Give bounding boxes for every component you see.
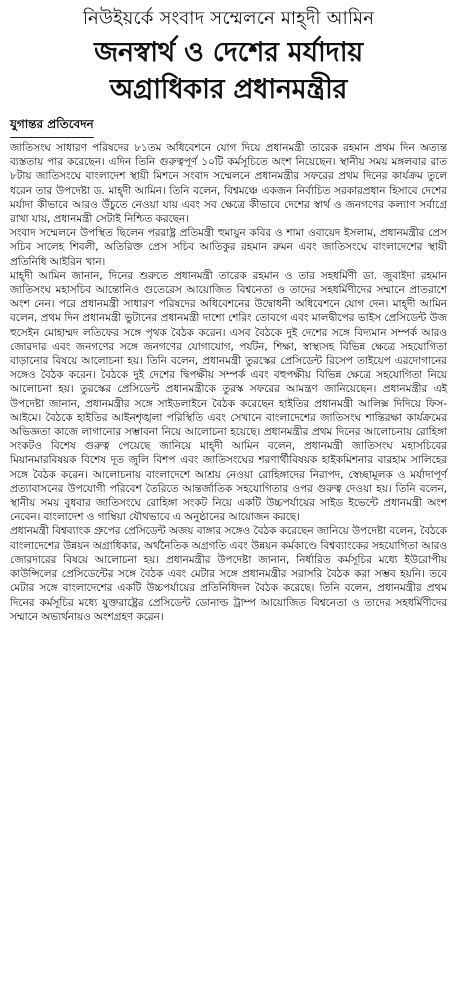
article-body — [10, 141, 447, 624]
paragraph: জাতিসংঘ সাধারণ পরিষদের ৮১তম অধিবেশনে যোগ দিয়ে প্রধানমন্ত্রী তারেক রহমান প্রথম দিন অত্যন্ত ব্যস্ততায় পার করেছেন। এদিন তিনি গুরুত্বপূর্ণ ১০টি কর্মসূচিতে অংশ নিয়েছেন। স্থানীয় সময় মঙ্গলবার রাত ৮টায় জাতিসংঘে বাংলাদেশ স্থায়ী মিশনে সংবাদ সম্মেলনে প্রধানমন্ত্রীর সফরের প্রথম দিনের কার্যক্রম তুলে ধরেন তার উপদেষ্টা ড. মাহ্‌দী আমিন। তিনি বলেন, বিশ্বমঞ্চে একজন নির্বাচিত সরকারপ্রধান হিসাবে দেশের মর্যাদা কীভাবে আরও উঁচুতে নেওয়া যায় এবং সব ক্ষেত্রে কীভাবে দেশের স্বার্থ ও জনগণের কল্যাণ সর্বাগ্রে রাখা যায়, প্রধানমন্ত্রী সেটাই নিশ্চিত করছেন। — [10, 142, 447, 226]
paragraph: মাহ্‌দী আমিন জানান, দিনের শুরুতে প্রধানমন্ত্রী তারেক রহমান ও তার সহধর্মিণী ডা. জুবাইদা রহমান জাতিসংঘ মহাসচিব আন্তোনিও গুতেরেস আয়োজিত বিশ্বনেতা ও তাদের সহধর্মিণীদের সম্মানে প্রাতরাশে অংশ নেন। পরে প্রধানমন্ত্রী সাধারণ পরিষদের অধিবেশনের উদ্বোধনী অধিবেশনে যোগ দেন। মাহ্‌দী আমিন বলেন, প্রথম দিন প্রধানমন্ত্রী ভুটানের প্রধানমন্ত্রী দাশো শেরিং তোবগে এবং মালদ্বীপের ভাইস প্রেসিডেন্ট উজ হুসেইন মোহাম্মদ লতিফের সঙ্গে পৃথক বৈঠক করেন। এসব বৈঠকে দুই দেশের সঙ্গে বিদ্যমান সম্পর্ক আরও জোরদার এবং জনগণের সঙ্গে জনগণের যোগাযোগ, পর্যটন, শিক্ষা, স্বাস্থ্যসহ বিভিন্ন ক্ষেত্রে সহযোগিতা বাড়ানোর বিষয়ে আলোচনা হয়। তিনি বলেন, প্রধানমন্ত্রী তুরস্কের প্রেসিডেন্ট রিসেপ তাইয়েপ এরদোগানের সঙ্গেও বৈঠক করেন। বৈঠকে দুই দেশের দ্বিপক্ষীয় সম্পর্ক এবং বহুপক্ষীয় বিভিন্ন ক্ষেত্রে সহযোগিতা নিয়ে আলোচনা হয়। তুরস্কের প্রেসিডেন্ট প্রধানমন্ত্রীকে তুরস্ক সফরের আমন্ত্রণ জানিয়েছেন। প্রধানমন্ত্রীর এই উপদেষ্টা জানান, প্রধানমন্ত্রীর সঙ্গে সাইডলাইনে বৈঠক করেছেন হাইতির প্রধানমন্ত্রী আলিক্স দিদিয়ে ফিস-আইমে। বৈঠকে হাইতির আইনশৃঙ্খলা পরিস্থিতি এবং সেখানে বাংলাদেশের জাতিসংঘ শান্তিরক্ষা কার্যক্রমের অভিজ্ঞতা কাজে লাগানোর সম্ভাবনা নিয়ে আলোচনা হয়েছে। প্রধানমন্ত্রীর প্রথম দিনের আলোচনায় রোহিঙ্গা সংকটও বিশেষ গুরুত্ব পেয়েছে জানিয়ে মাহ্‌দী আমিন বলেন, প্রধানমন্ত্রী জাতিসংঘ মহাসচিবের মিয়ানমারবিষয়ক বিশেষ দূত জুলি বিশপ এবং জাতিসংঘের শরণার্থীবিষয়ক হাইকমিশনার বারহাম সালিহের সঙ্গে বৈঠক করেন। আলোচনায় বাংলাদেশে আশ্রয় নেওয়া রোহিঙ্গাদের নিরাপদ, স্বেচ্ছামূলক ও মর্যাদাপূর্ণ প্রত্যাবাসনের উপযোগী পরিবেশ তৈরিতে আন্তর্জাতিক সহযোগিতার ওপর গুরুত্ব দেওয়া হয়। তিনি বলেন, স্থানীয় সময় বুধবার জাতিসংঘে রোহিঙ্গা সংকট নিয়ে একটি উচ্চপর্যায়ের সাইড ইভেন্টে প্রধানমন্ত্রী অংশ নেবেন। বাংলাদেশ ও গাম্বিয়া যৌথভাবে এ অনুষ্ঠানের আয়োজন করছে। — [10, 269, 447, 524]
headline-line-1: জনস্বার্থ ও দেশের মর্যাদায় — [94, 37, 363, 68]
paragraph: সংবাদ সম্মেলনে উপস্থিত ছিলেন পররাষ্ট্র প্রতিমন্ত্রী হুমায়ুন কবির ও শামা ওবায়েদ ইসলাম, প্রধানমন্ত্রীর প্রেস সচিব সালেহ শিবলী, অতিরিক্ত প্রেস সচিব আতিকুর রহমান রুমন এবং জাতিসংঘে বাংলাদেশের স্থায়ী প্রতিনিধি আইরিন খান। — [10, 227, 447, 268]
paragraph: প্রধানমন্ত্রী বিশ্বব্যাংক গ্রুপের প্রেসিডেন্ট অজয় বাঙ্গার সঙ্গেও বৈঠক করেছেন জানিয়ে উপদেষ্টা বলেন, বৈঠকে বাংলাদেশের উন্নয়ন অগ্রাধিকার, অর্থনৈতিক অগ্রগতি এবং উন্নয়ন কর্মকাণ্ডে বিশ্বব্যাংকের সহযোগিতা আরও জোরদারের বিষয়ে আলোচনা হয়। প্রধানমন্ত্রীর উপদেষ্টা জানান, নির্ধারিত কর্মসূচির মধ্যে ইউরোপীয় কাউন্সিলের প্রেসিডেন্টের সঙ্গে বৈঠক এবং মেটার সঙ্গে প্রধানমন্ত্রীর সরাসরি বৈঠক করা সম্ভব হয়নি। তবে মেটার সঙ্গে বাংলাদেশের একটি উচ্চপর্যায়ের প্রতিনিধিদল বৈঠক করেছে। তিনি বলেন, প্রধানমন্ত্রীর প্রথম দিনের কর্মসূচির মধ্যে যুক্তরাষ্ট্রের প্রেসিডেন্ট ডোনাল্ড ট্রাম্প আয়োজিত বিশ্বনেতা ও তাদের সহধর্মিণীদের সম্মানে অভ্যর্থনায়ও অংশগ্রহণ করেন। — [10, 525, 447, 623]
kicker: নিউইয়র্কে সংবাদ সম্মেলনে মাহ্‌দী আমিন — [82, 8, 375, 29]
byline: যুগান্তর প্রতিবেদন — [10, 116, 94, 138]
headline-line-2: অগ্রাধিকার প্রধানমন্ত্রীর — [109, 74, 348, 105]
